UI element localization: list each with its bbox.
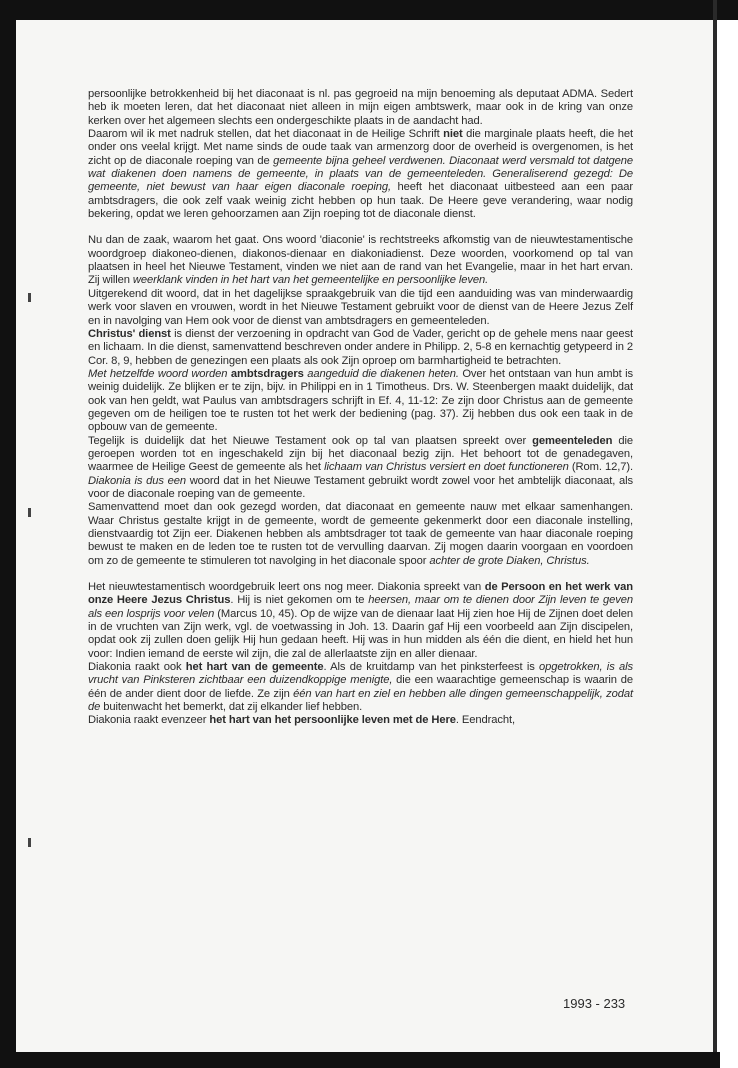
scan-border-left — [0, 0, 16, 1068]
text-run: Diakonia raakt ook — [88, 661, 186, 674]
text-run: . Eendracht, — [455, 714, 515, 727]
emphasis-bold: gemeenteleden — [532, 434, 613, 447]
scan-border-top — [0, 0, 738, 20]
emphasis-bold: niet — [443, 128, 463, 141]
margin-mark — [28, 508, 31, 517]
paragraph-gap — [88, 221, 633, 234]
paragraph — [88, 328, 633, 368]
text-run: die marginale plaats heeft, die het onder ons veelal krijgt. Met name sinds de oude taak van armenzorg door de overheid is overgenomen, is het zicht op de diaconale roeping van de — [88, 128, 633, 167]
text-run: heeft het diaconaat uitbesteed aan een paar ambtsdragers, die ook zelf vaak weinig zicht hebben op hun taak. De Heere geve verandering, waar nodig bekering, opdat we leren gehoorzamen aan Zijn roeping tot de diaconale dienst. — [88, 181, 633, 221]
text-run: buitenwacht het bemerkt, dat zij elkander lief hebben. — [100, 701, 363, 714]
paragraph — [88, 435, 633, 502]
emphasis-bold: Christus' dienst — [88, 327, 171, 340]
paragraph — [88, 714, 633, 727]
paragraph — [88, 661, 633, 714]
text-run: Samenvattend moet dan ook gezegd worden, dat diaconaat en gemeente nauw met elkaar samenhangen. Waar Christus gestalte krijgt in de gemeente, wordt de gemeente gekenmerkt door een diaconale instelling, dienstvaardig tot Zijn eer. Diakenen hebben als ambtsdrager tot taak de gemeente van haar diaconale roeping bewust te maken en de leden toe te rusten tot de vervulling daarvan. Zij mogen daarin voorgaan en voordoen om zo de gemeente te stimuleren tot navolging in het diaconale spoor — [88, 501, 633, 567]
page-number: 1993 - 233 — [563, 996, 626, 1011]
text-run: Nu dan de zaak, waarom het gaat. Ons woord 'diaconie' is rechtstreeks afkomstig van de nieuwtestamentische woordgroep diakoneo-dienen, diakonos-dienaar en diakoniadienst. Deze woorden, voorkomend op tal van plaatsen in heel het Nieuwe Testament, vinden we niet aan de rand van het Evangelie, maar in het hart ervan. Zij willen — [88, 234, 633, 287]
emphasis-bold: het hart van het persoonlijke leven met de Here — [209, 714, 456, 727]
text-run: Het nieuwtestamentisch woordgebruik leert ons nog meer. Diakonia spreekt van — [88, 581, 485, 594]
text-run: persoonlijke betrokkenheid bij het diaconaat is nl. pas gegroeid na mijn benoeming als deputaat ADMA. Sedert heb ik moeten leren, dat het diaconaat niet alleen in mijn eigen ambtswerk, maar ook in de kring van onze kerken over het algemeen slechts een ondergeschikte plaats in de aandacht had. — [88, 88, 633, 127]
paragraph — [88, 368, 633, 435]
text-run: Over het ontstaan van hun ambt is weinig duidelijk. Ze blijken er te zijn, bijv. in Philippi en in 1 Timotheus. Drs. W. Steenbergen maakt duidelijk, dat ook van hen geldt, wat Paulus van ambtsdragers schrijft in Ef. 4, 11-12: Ze zijn door Christus aan de gemeente gegeven om de heiligen toe te rusten tot het werk der bediening (pag. 37). Zij hebben dus ook een taak in de opbouw van de gemeente. — [88, 367, 633, 434]
margin-mark — [28, 838, 31, 847]
text-run: die een waarachtige gemeenschap is waarin de één de ander dient door de liefde. Ze zijn — [88, 674, 633, 700]
paragraph — [88, 501, 633, 568]
text-run: . Als de kruitdamp van het pinksterfeest is — [323, 661, 540, 674]
paragraph-gap — [88, 568, 633, 581]
paragraph — [88, 88, 633, 128]
text-run: (Marcus 10, 45). Op de wijze van de dienaar laat Hij zien hoe Hij de Zijnen doet delen in de vruchten van Zijn werk, vgl. de voetwassing in Joh. 13. Daarin gaf Hij een voorbeeld aan Zijn discipelen, opdat ook zij zullen doen gelijk Hij hun gedaan heeft. Hij was in hun midden als één die dient, en hield het hun voor: Indien iemand de eerste wil zijn, die zal de allerlaatste zijn en aller dienaar. — [88, 607, 633, 660]
emphasis-italic: weerklank vinden in het hart van het gemeentelijke en persoonlijke leven. — [132, 274, 489, 287]
emphasis-italic: heersen, maar om te dienen door Zijn leven te geven als een losprijs voor velen — [88, 594, 633, 620]
emphasis-italic: Met hetzelfde woord worden — [88, 367, 231, 380]
emphasis-bold: de Persoon en het werk van onze Heere Jezus Christus — [88, 581, 633, 607]
paragraph — [88, 128, 633, 221]
text-run: Diakonia raakt evenzeer — [88, 714, 210, 727]
text-run: is dienst der verzoening in opdracht van God de Vader, gericht op de gehele mens naar geest en lichaam. In die dienst, samenvattend beschreven onder andere in Philipp. 2, 5-8 en kernachtig getypeerd in 2 Cor. 8, 9, hebben de genezingen een plaats als ook Zijn oproep om barmhartigheid te betrachten. — [88, 327, 633, 367]
text-run: Tegelijk is duidelijk dat het Nieuwe Testament ook op tal van plaatsen spreekt over — [88, 434, 533, 447]
text-run: Daarom wil ik met nadruk stellen, dat het diaconaat in de Heilige Schrift — [88, 128, 444, 141]
emphasis-italic: lichaam van Christus versiert en doet functioneren — [324, 461, 569, 474]
text-run: Uitgerekend dit woord, dat in het dagelijkse spraakgebruik van die tijd een aanduiding was van minderwaardig werk voor slaven en vrouwen, wordt in het Nieuwe Testament gebruikt voor de dienst van de Heere Jezus Zelf en in navolging van Hem ook voor de dienst van ambtsdragers en gemeenteleden. — [88, 287, 633, 327]
scan-border-right — [713, 0, 717, 1068]
article-body — [88, 88, 633, 728]
emphasis-bold: het hart van de gemeente — [185, 661, 324, 674]
scan-border-bottom — [0, 1052, 720, 1068]
emphasis-italic: Diakonia is dus een — [88, 474, 186, 487]
emphasis-italic: achter de grote Diaken, Christus. — [429, 554, 590, 567]
emphasis-italic: opgetrokken, is als vrucht van Pinksteren zichtbaar een duizendkoppige menigte, — [88, 661, 633, 687]
text-run: (Rom. 12,7). — [568, 461, 633, 474]
emphasis-italic: gemeente bijna geheel verdwenen. Diaconaat werd versmald tot datgene wat diakenen doen namens de gemeente, in plaats van de gemeenteleden. Generaliserend gezegd: De gemeente, niet bewust van haar eigen diaconale roeping, — [88, 154, 633, 194]
emphasis-italic: één van hart en ziel en hebben alle dingen gemeenschappelijk, zodat de — [88, 687, 633, 714]
paragraph — [88, 288, 633, 328]
margin-mark — [28, 293, 31, 302]
emphasis-italic: aangeduid die diakenen heten. — [303, 367, 459, 380]
emphasis-bold: ambtsdragers — [230, 367, 304, 380]
text-run: die geroepen worden tot en ingeschakeld zijn bij het diaconaal bezig zijn. Het behoort tot de genadegaven, waarmee de Heilige Geest de gemeente als het — [88, 434, 633, 474]
paragraph — [88, 581, 633, 661]
text-run: . Hij is niet gekomen om te — [230, 594, 369, 607]
text-run: woord dat in het Nieuwe Testament gebruikt wordt zowel voor het ambtelijk diaconaat, als voor de diaconale roeping van de gemeente. — [88, 474, 633, 500]
paragraph — [88, 234, 633, 287]
